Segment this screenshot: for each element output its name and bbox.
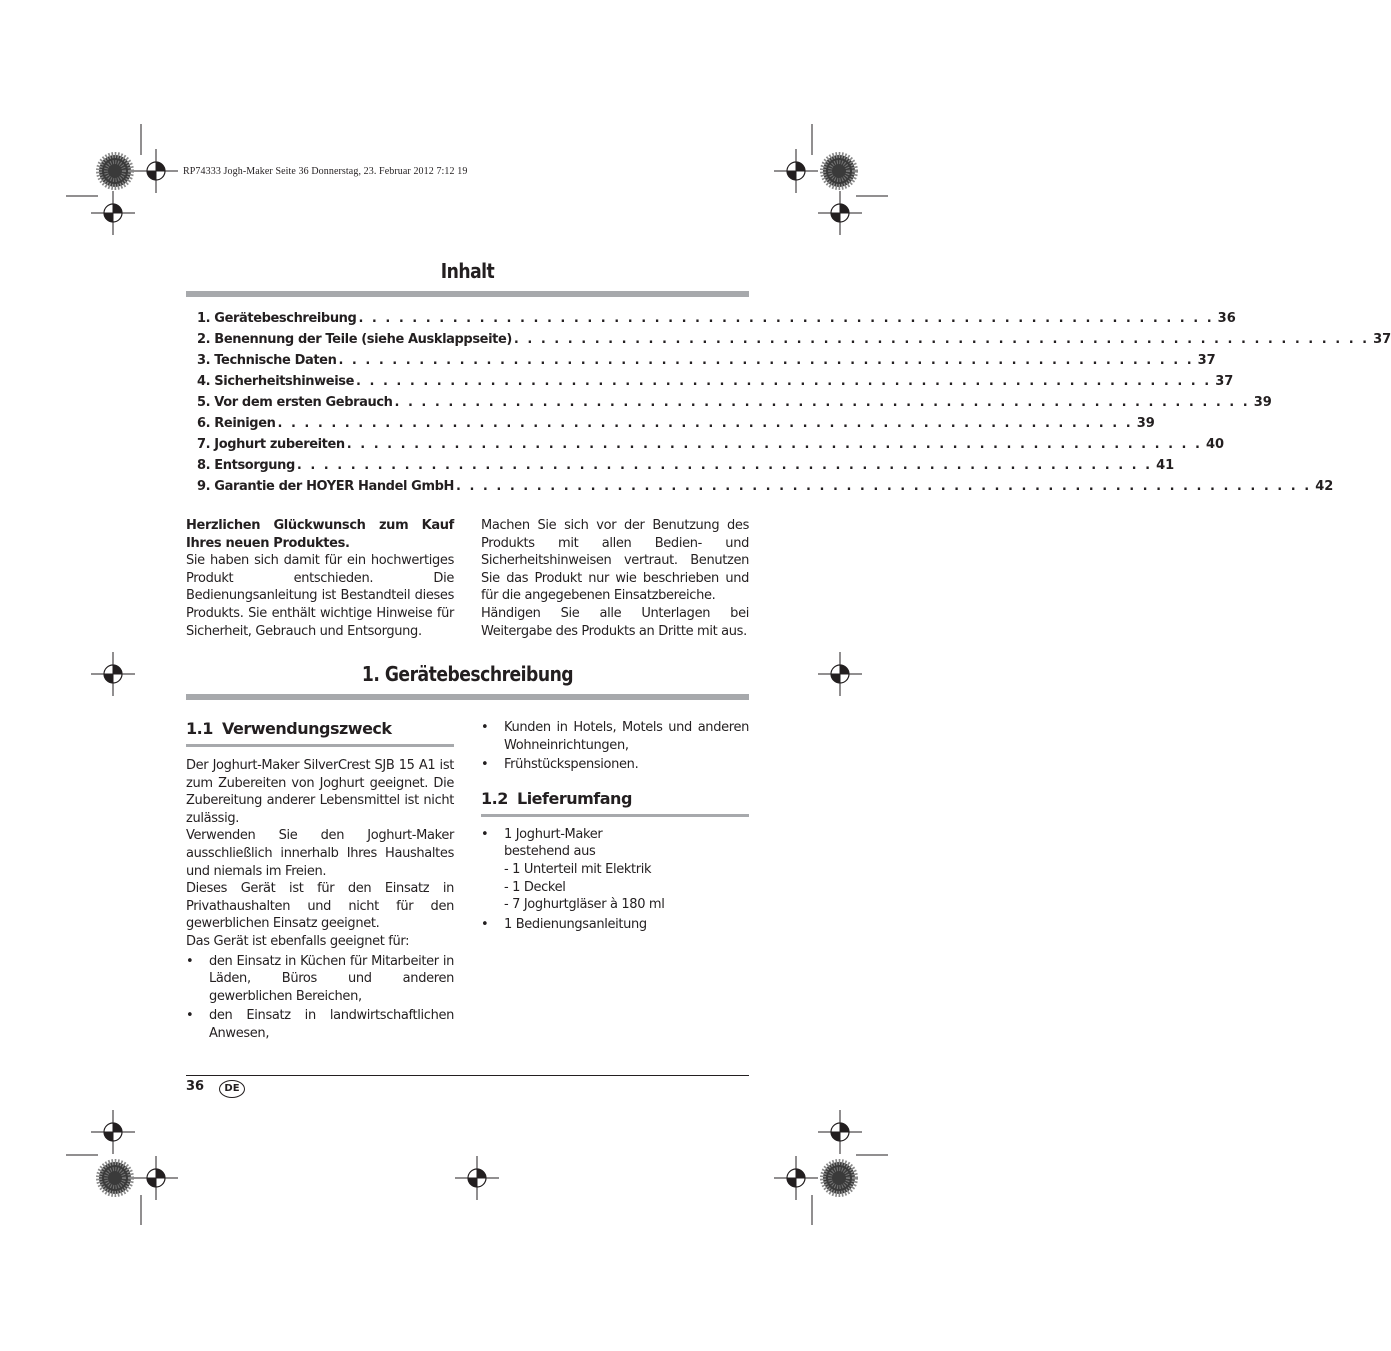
delivery-subitem: - 1 Deckel bbox=[504, 879, 566, 895]
toc-entry-label: 2. Benennung der Teile (siehe Ausklappseite) bbox=[197, 332, 512, 347]
toc-entry[interactable] bbox=[197, 479, 1334, 500]
list-item bbox=[481, 826, 749, 914]
toc-entry-page: 37 bbox=[1215, 374, 1234, 389]
toc-entry-page: 42 bbox=[1315, 479, 1334, 494]
section-title-rule bbox=[186, 694, 749, 700]
toc-entry-page: 39 bbox=[1253, 395, 1272, 410]
subsection-rule bbox=[481, 814, 749, 817]
delivery-text bbox=[481, 826, 749, 934]
table-of-contents bbox=[197, 311, 1391, 500]
left-column bbox=[186, 719, 454, 1043]
subsection-heading-1-1 bbox=[186, 719, 454, 738]
usage-paragraph: Der Joghurt-Maker SilverCrest SJB 15 A1 ist zum Zubereiten von Joghurt geeignet. Die Zubereitung anderer Lebensmittel ist nicht zulässig. bbox=[186, 758, 454, 826]
list-item: • Kunden in Hotels, Motels und anderen Wohneinrichtungen, bbox=[481, 719, 749, 754]
list-item: • Frühstückspensionen. bbox=[481, 756, 749, 774]
toc-entry-page: 41 bbox=[1156, 458, 1175, 473]
toc-entry-label: 4. Sicherheitshinweise bbox=[197, 374, 355, 389]
list-item: • 1 Bedienungsanleitung bbox=[481, 916, 749, 934]
toc-entry-page: 37 bbox=[1373, 332, 1391, 347]
toc-entry-label: 5. Vor dem ersten Gebrauch bbox=[197, 395, 393, 410]
toc-entry[interactable] bbox=[197, 437, 1225, 458]
subsection-rule bbox=[186, 744, 454, 747]
delivery-subitem: bestehend aus bbox=[504, 844, 596, 860]
usage-paragraph: Das Gerät ist ebenfalls geeignet für: bbox=[186, 933, 410, 949]
toc-entry-label: 3. Technische Daten bbox=[197, 353, 337, 368]
toc-title-rule bbox=[186, 291, 749, 297]
toc-entry-label: 1. Gerätebeschreibung bbox=[197, 311, 357, 326]
right-column bbox=[481, 719, 749, 933]
print-slug: RP74333 Jogh-Maker Seite 36 Donnerstag, 23. Februar 2012 7:12 19 bbox=[183, 166, 468, 177]
toc-entry-page: 37 bbox=[1197, 353, 1216, 368]
delivery-list bbox=[481, 826, 749, 934]
toc-entry[interactable] bbox=[197, 458, 1175, 479]
toc-entry[interactable] bbox=[197, 353, 1216, 374]
subsection-title: Lieferumfang bbox=[517, 788, 632, 808]
toc-entry[interactable] bbox=[197, 311, 1236, 332]
delivery-subitem: - 7 Joghurtgläser à 180 ml bbox=[504, 897, 665, 913]
footer-rule bbox=[186, 1075, 749, 1076]
toc-leader: . . . . . . . . . . . . . . . . . . . . . . . . . . . . . . . . . . . . . . . . . . . . . . . . . . . . . . . . . . . . . . . . bbox=[338, 353, 1194, 368]
toc-entry[interactable] bbox=[197, 374, 1234, 395]
subsection-number: 1.2 bbox=[481, 788, 508, 808]
toc-leader: . . . . . . . . . . . . . . . . . . . . . . . . . . . . . . . . . . . . . . . . . . . . . . . . . . . . . . . . . . . . . . . . bbox=[346, 437, 1202, 452]
language-badge: DE bbox=[219, 1080, 245, 1098]
intro-left-text: Sie haben sich damit für ein hochwertiges Produkt entschieden. Die Bedienungsanleitung ist Bestandteil dieses Produkts. Sie enthält wichtige Hinweise für Sicherheit, Gebrauch und Entsorgung. bbox=[186, 553, 454, 639]
toc-entry-label: 8. Entsorgung bbox=[197, 458, 295, 473]
toc-entry[interactable] bbox=[197, 395, 1272, 416]
toc-entry-page: 39 bbox=[1136, 416, 1155, 431]
toc-title: Inhalt bbox=[440, 259, 495, 283]
page-number: 36 bbox=[186, 1079, 205, 1094]
toc-entry-label: 6. Reinigen bbox=[197, 416, 276, 431]
usage-text-continued bbox=[481, 719, 749, 774]
list-item: • den Einsatz in landwirtschaftlichen Anwesen, bbox=[186, 1007, 454, 1042]
toc-entry-label: 9. Garantie der HOYER Handel GmbH bbox=[197, 479, 454, 494]
toc-entry-page: 40 bbox=[1205, 437, 1225, 452]
intro-left-column bbox=[186, 517, 454, 640]
list-item: • den Einsatz in Küchen für Mitarbeiter in Läden, Büros und anderen gewerblichen Bereichen, bbox=[186, 953, 454, 1006]
subsection-title: Verwendungszweck bbox=[222, 719, 392, 738]
usage-paragraph: Dieses Gerät ist für den Einsatz in Privathaushalten und nicht für den gewerblichen Einsatz geeignet. bbox=[186, 881, 454, 932]
toc-entry[interactable] bbox=[197, 332, 1391, 353]
usage-list bbox=[186, 953, 454, 1043]
toc-leader: . . . . . . . . . . . . . . . . . . . . . . . . . . . . . . . . . . . . . . . . . . . . . . . . . . . . . . . . . . . . . . . . bbox=[356, 374, 1212, 389]
toc-leader: . . . . . . . . . . . . . . . . . . . . . . . . . . . . . . . . . . . . . . . . . . . . . . . . . . . . . . . . . . . . . . . . bbox=[296, 458, 1153, 473]
delivery-item: • 1 Joghurt-Maker bbox=[504, 826, 603, 842]
intro-heading: Herzlichen Glückwunsch zum Kauf Ihres neuen Produktes. bbox=[186, 518, 454, 551]
usage-text bbox=[186, 757, 454, 1043]
subsection-heading-1-2 bbox=[481, 789, 749, 808]
toc-leader: . . . . . . . . . . . . . . . . . . . . . . . . . . . . . . . . . . . . . . . . . . . . . . . . . . . . . . . . . . . . . . . . bbox=[358, 311, 1214, 326]
usage-list-continued bbox=[481, 719, 749, 774]
toc-leader: . . . . . . . . . . . . . . . . . . . . . . . . . . . . . . . . . . . . . . . . . . . . . . . . . . . . . . . . . . . . . . . . bbox=[455, 479, 1312, 494]
subsection-number: 1.1 bbox=[186, 719, 213, 738]
intro-right-text-1: Machen Sie sich vor der Benutzung des Produkts mit allen Bedien- und Sicherheitshinweisen vertraut. Benutzen Sie das Produkt nur wie beschrieben und für die angegebenen Einsatzbereiche. bbox=[481, 518, 749, 604]
toc-entry-page: 36 bbox=[1217, 311, 1236, 326]
delivery-subitem: - 1 Unterteil mit Elektrik bbox=[504, 861, 652, 877]
toc-entry-label: 7. Joghurt zubereiten bbox=[197, 437, 345, 452]
section-title: 1. Gerätebeschreibung bbox=[361, 662, 574, 686]
toc-leader: . . . . . . . . . . . . . . . . . . . . . . . . . . . . . . . . . . . . . . . . . . . . . . . . . . . . . . . . . . . . . . . . bbox=[513, 332, 1370, 347]
intro-right-text-2: Händigen Sie alle Unterlagen bei Weitergabe des Produkts an Dritte mit aus. bbox=[481, 605, 749, 639]
toc-entry[interactable] bbox=[197, 416, 1155, 437]
toc-leader: . . . . . . . . . . . . . . . . . . . . . . . . . . . . . . . . . . . . . . . . . . . . . . . . . . . . . . . . . . . . . . . . bbox=[277, 416, 1133, 431]
toc-leader: . . . . . . . . . . . . . . . . . . . . . . . . . . . . . . . . . . . . . . . . . . . . . . . . . . . . . . . . . . . . . . . . bbox=[394, 395, 1250, 410]
intro-right-column bbox=[481, 517, 749, 640]
usage-paragraph: Verwenden Sie den Joghurt-Maker ausschließlich innerhalb Ihres Haushaltes und niemals im Freien. bbox=[186, 828, 454, 879]
